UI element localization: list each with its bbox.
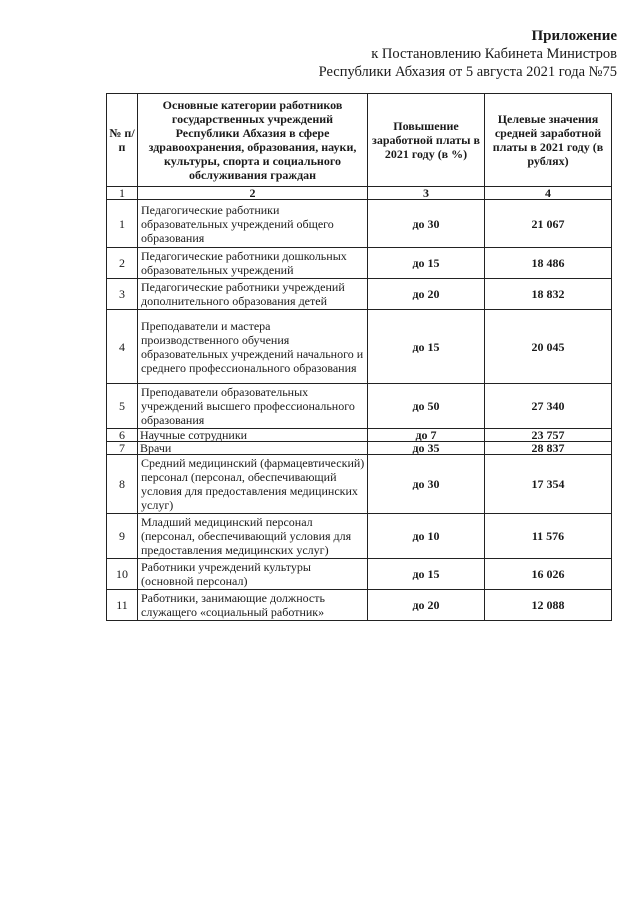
row-number: 7: [107, 442, 138, 455]
column-number: 4: [485, 187, 612, 200]
row-category-name: Педагогические работники дошкольных образовательных учреждений: [138, 248, 368, 279]
row-category-name: Преподаватели образовательных учреждений высшего профессионального образования: [138, 384, 368, 429]
row-number: 6: [107, 429, 138, 442]
appendix-reference-line-1: к Постановлению Кабинета Министров: [371, 46, 617, 62]
row-category-name: Врачи: [138, 442, 368, 455]
row-salary-increase: до 30: [368, 455, 485, 514]
row-target-salary: 18 486: [485, 248, 612, 279]
salary-table: [106, 93, 612, 621]
table-row: [107, 559, 612, 590]
row-target-salary: 12 088: [485, 590, 612, 621]
column-header-number: № п/п: [107, 94, 138, 187]
row-number: 5: [107, 384, 138, 429]
table-row: [107, 248, 612, 279]
row-category-name: Педагогические работники образовательных учреждений общего образования: [138, 200, 368, 248]
row-number: 9: [107, 514, 138, 559]
row-salary-increase: до 7: [368, 429, 485, 442]
table-row: [107, 455, 612, 514]
row-target-salary: 28 837: [485, 442, 612, 455]
row-number: 2: [107, 248, 138, 279]
row-target-salary: 23 757: [485, 429, 612, 442]
row-number: 1: [107, 200, 138, 248]
appendix-title: Приложение: [531, 28, 617, 44]
row-salary-increase: до 10: [368, 514, 485, 559]
table-row: [107, 310, 612, 384]
row-salary-increase: до 35: [368, 442, 485, 455]
row-salary-increase: до 50: [368, 384, 485, 429]
row-number: 4: [107, 310, 138, 384]
row-target-salary: 21 067: [485, 200, 612, 248]
column-number: 3: [368, 187, 485, 200]
table-row: [107, 200, 612, 248]
table-row: [107, 514, 612, 559]
column-number: 2: [138, 187, 368, 200]
row-target-salary: 17 354: [485, 455, 612, 514]
table-row: [107, 590, 612, 621]
column-number: 1: [107, 187, 138, 200]
row-salary-increase: до 15: [368, 559, 485, 590]
row-category-name: Преподаватели и мастера производственного обучения образовательных учреждений начального и среднего профессионального образования: [138, 310, 368, 384]
appendix-reference-line-2: Республики Абхазия от 5 августа 2021 года №75: [318, 64, 617, 80]
row-target-salary: 18 832: [485, 279, 612, 310]
column-numbers-row: [107, 187, 612, 200]
row-category-name: Младший медицинский персонал (персонал, обеспечивающий условия для предоставления медицинских услуг): [138, 514, 368, 559]
row-target-salary: 27 340: [485, 384, 612, 429]
row-category-name: Педагогические работники учреждений дополнительного образования детей: [138, 279, 368, 310]
row-salary-increase: до 30: [368, 200, 485, 248]
row-salary-increase: до 20: [368, 279, 485, 310]
row-target-salary: 11 576: [485, 514, 612, 559]
table-row: [107, 279, 612, 310]
row-number: 11: [107, 590, 138, 621]
table-row: [107, 442, 612, 455]
table-row: [107, 429, 612, 442]
column-header-category: Основные категории работников государственных учреждений Республики Абхазия в сфере здравоохранения, образования, науки, культуры, спорта и социального обслуживания граждан: [138, 94, 368, 187]
row-salary-increase: до 15: [368, 248, 485, 279]
row-target-salary: 16 026: [485, 559, 612, 590]
row-number: 3: [107, 279, 138, 310]
row-salary-increase: до 20: [368, 590, 485, 621]
row-category-name: Средний медицинский (фармацевтический) персонал (персонал, обеспечивающий условия для предоставления медицинских услуг): [138, 455, 368, 514]
row-salary-increase: до 15: [368, 310, 485, 384]
column-header-target-salary: Целевые значения средней заработной платы в 2021 году (в рублях): [485, 94, 612, 187]
column-header-increase: Повышение заработной платы в 2021 году (в %): [368, 94, 485, 187]
row-category-name: Работники учреждений культуры (основной персонал): [138, 559, 368, 590]
document-header: [319, 28, 617, 81]
row-number: 10: [107, 559, 138, 590]
table-header-row: [107, 94, 612, 187]
row-target-salary: 20 045: [485, 310, 612, 384]
row-category-name: Научные сотрудники: [138, 429, 368, 442]
table-row: [107, 384, 612, 429]
row-number: 8: [107, 455, 138, 514]
row-category-name: Работники, занимающие должность служащего «социальный работник»: [138, 590, 368, 621]
